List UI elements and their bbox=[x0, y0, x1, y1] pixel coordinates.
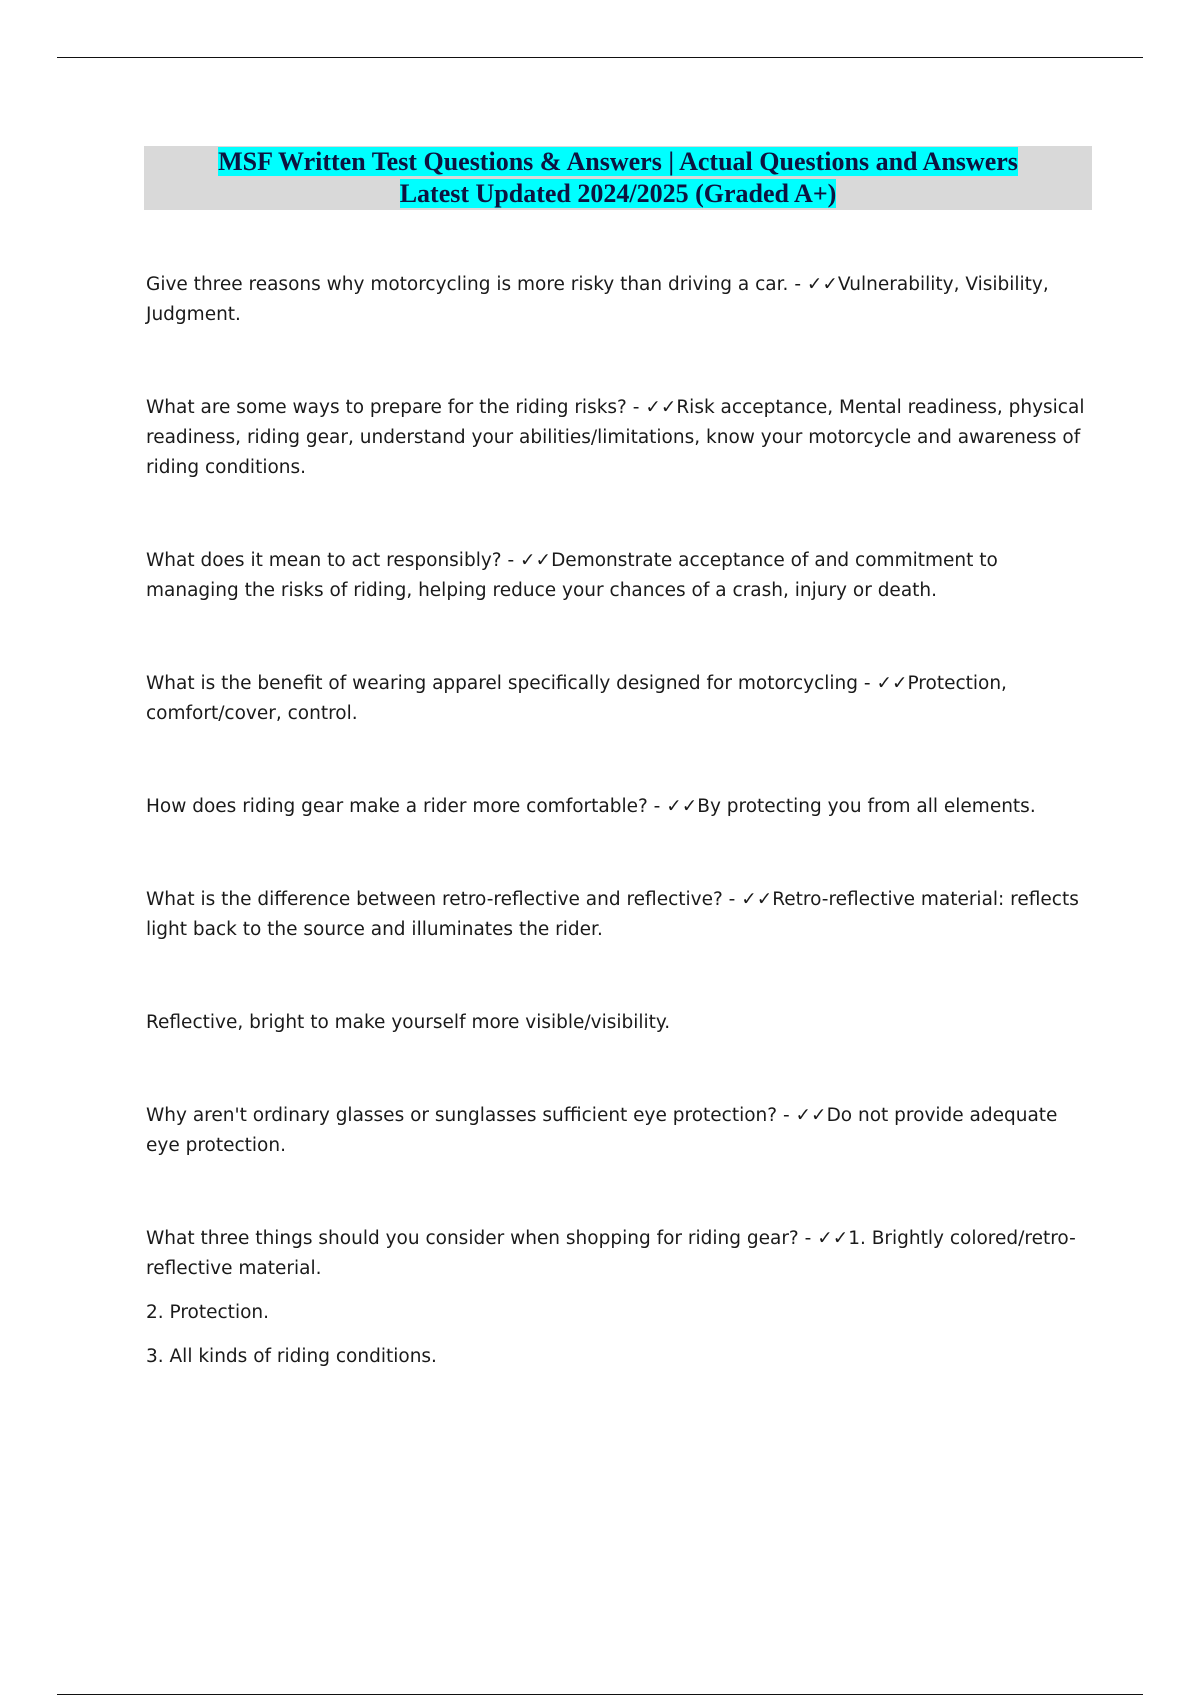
qa-item bbox=[146, 669, 1086, 729]
question-text: What is the difference between retro-reflective and reflective? - bbox=[146, 889, 742, 910]
answer-text: Retro-reflective material: reflects light back to the source and illuminates the rider. bbox=[146, 889, 1079, 940]
question-text: What three things should you consider when shopping for riding gear? - bbox=[146, 1228, 818, 1249]
list-item: 3. All kinds of riding conditions. bbox=[146, 1346, 437, 1367]
double-check-icon: ✓✓ bbox=[795, 1105, 827, 1126]
double-check-icon: ✓✓ bbox=[666, 796, 698, 817]
question-text: What are some ways to prepare for the riding risks? - bbox=[146, 397, 646, 418]
qa-item bbox=[146, 1101, 1086, 1161]
double-check-icon: ✓✓ bbox=[645, 397, 677, 418]
document-title bbox=[144, 146, 1092, 210]
double-check-icon: ✓✓ bbox=[520, 550, 552, 571]
qa-item bbox=[146, 792, 1086, 822]
qa-item bbox=[146, 885, 1086, 945]
top-rule bbox=[57, 57, 1143, 58]
qa-item bbox=[146, 1224, 1086, 1284]
answer-text: 1. Brightly colored/retro-reflective material. bbox=[146, 1228, 1076, 1279]
answer-text: Demonstrate acceptance of and commitment to managing the risks of riding, helping reduce your chances of a crash, injury or death. bbox=[146, 550, 998, 601]
qa-item bbox=[146, 393, 1086, 483]
question-text: What is the benefit of wearing apparel specifically designed for motorcycling - bbox=[146, 673, 877, 694]
bottom-rule bbox=[57, 1694, 1143, 1695]
answer-text: Risk acceptance, Mental readiness, physical readiness, riding gear, understand your abilities/limitations, know your motorcycle and awareness of riding conditions. bbox=[146, 397, 1085, 478]
double-check-icon: ✓✓ bbox=[876, 673, 908, 694]
qa-content bbox=[146, 270, 1086, 1386]
double-check-icon: ✓✓ bbox=[817, 1228, 849, 1249]
question-text: What does it mean to act responsibly? - bbox=[146, 550, 521, 571]
double-check-icon: ✓✓ bbox=[806, 274, 838, 295]
qa-item bbox=[146, 270, 1086, 330]
reflective-note: Reflective, bright to make yourself more visible/visibility. bbox=[146, 1012, 671, 1033]
answer-text: By protecting you from all elements. bbox=[697, 796, 1036, 817]
question-text: How does riding gear make a rider more comfortable? - bbox=[146, 796, 667, 817]
answer-text: Protection, comfort/cover, control. bbox=[146, 673, 1007, 724]
question-text: Why aren't ordinary glasses or sunglasses sufficient eye protection? - bbox=[146, 1105, 796, 1126]
list-item: 2. Protection. bbox=[146, 1302, 270, 1323]
qa-item bbox=[146, 546, 1086, 606]
title-line-1: MSF Written Test Questions & Answers | Actual Questions and Answers bbox=[218, 147, 1018, 176]
double-check-icon: ✓✓ bbox=[741, 889, 773, 910]
answer-text: Vulnerability, Visibility, Judgment. bbox=[146, 274, 1049, 325]
question-text: Give three reasons why motorcycling is more risky than driving a car. - bbox=[146, 274, 807, 295]
answer-text: Do not provide adequate eye protection. bbox=[146, 1105, 1058, 1156]
title-line-2: Latest Updated 2024/2025 (Graded A+) bbox=[399, 179, 837, 208]
